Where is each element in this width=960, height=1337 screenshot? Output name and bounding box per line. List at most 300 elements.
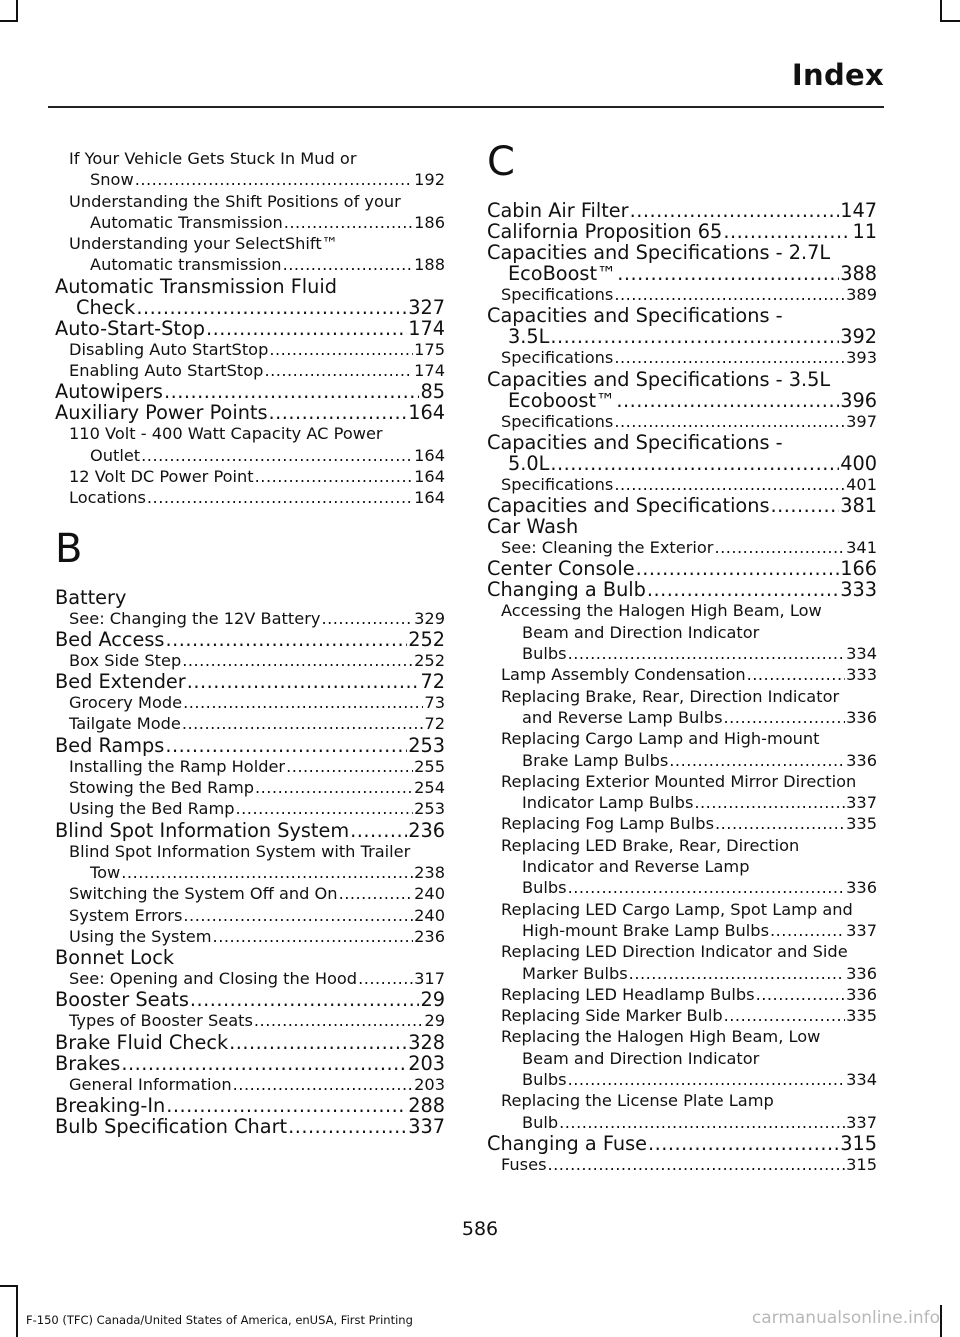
entry-text: Replacing the Halogen High Beam, Low <box>501 1027 821 1047</box>
page-ref[interactable]: 396 <box>840 388 877 412</box>
index-subentry[interactable] <box>55 148 445 191</box>
page-ref[interactable]: 327 <box>408 295 445 319</box>
entry-text: Bulb Specification Chart <box>55 1115 288 1139</box>
index-subentry[interactable] <box>487 664 877 685</box>
entry-text: Replacing LED Brake, Rear, Direction <box>501 835 800 855</box>
entry-text: See: Opening and Closing the Hood <box>69 969 358 989</box>
leader-dots <box>286 756 413 777</box>
index-entry[interactable] <box>487 305 877 347</box>
page-ref[interactable]: 254 <box>414 778 445 798</box>
page-ref[interactable]: 401 <box>846 474 877 494</box>
index-entry[interactable] <box>55 1053 445 1074</box>
entry-text: Auxiliary Power Points <box>55 401 268 425</box>
index-subentry[interactable] <box>487 771 877 814</box>
leader-dots <box>233 1074 413 1095</box>
crop-mark-top-right-h <box>940 20 960 22</box>
crop-mark-bottom-left <box>16 1285 18 1337</box>
index-subentry[interactable] <box>55 191 445 234</box>
entry-text: Disabling Auto StartStop <box>69 339 269 359</box>
leader-dots <box>284 212 413 233</box>
leader-dots <box>283 254 414 275</box>
leader-dots <box>715 813 845 834</box>
page-ref[interactable]: 192 <box>414 170 445 190</box>
index-subentry[interactable] <box>487 686 877 729</box>
page-ref[interactable]: 335 <box>846 814 877 834</box>
leader-dots <box>136 297 407 318</box>
leader-dots <box>770 920 845 941</box>
index-subentry[interactable] <box>487 347 877 368</box>
entry-text: Outlet <box>90 445 141 465</box>
entry-text: Switching the System Off and On <box>69 884 338 904</box>
page-ref[interactable]: 400 <box>840 451 877 475</box>
leader-dots <box>568 877 846 898</box>
leader-dots <box>165 629 407 650</box>
page-ref[interactable]: 329 <box>414 608 445 628</box>
entry-text: Indicator Lamp Bulbs <box>522 793 694 813</box>
page-ref[interactable]: 393 <box>846 348 877 368</box>
entry-text: Capacities and Specifications - <box>487 430 783 454</box>
entry-text: Indicator and Reverse Lamp <box>522 857 750 877</box>
leader-dots <box>771 495 840 516</box>
leader-dots <box>339 883 414 904</box>
index-subentry[interactable] <box>487 1154 877 1175</box>
page-ref[interactable]: 337 <box>846 793 877 813</box>
entry-text: Capacities and Specifications - 2.7L <box>487 241 831 264</box>
index-column-left <box>55 148 445 1137</box>
entry-text: Specifications <box>501 411 614 431</box>
page-ref[interactable]: 336 <box>846 878 877 898</box>
entry-text: Replacing Fog Lamp Bulbs <box>501 814 715 834</box>
page-ref[interactable]: 166 <box>840 557 877 581</box>
index-entry[interactable] <box>55 671 445 692</box>
entry-text: See: Cleaning the Exterior <box>501 538 714 558</box>
entry-text: Using the System <box>69 926 212 946</box>
index-subentry[interactable] <box>487 537 877 558</box>
leader-dots <box>288 1116 407 1137</box>
entry-text: Blind Spot Information System with Trailer <box>69 841 411 861</box>
leader-dots <box>121 862 413 883</box>
leader-dots <box>548 1154 846 1175</box>
page-ref[interactable]: 29 <box>420 988 445 1012</box>
index-entry[interactable] <box>487 221 877 242</box>
leader-dots <box>550 326 839 347</box>
page-ref[interactable]: 334 <box>846 1070 877 1090</box>
leader-dots <box>756 984 845 1005</box>
entry-text: Car Wash <box>487 515 579 539</box>
index-subentry[interactable] <box>55 608 445 629</box>
crop-mark-top-left <box>16 0 18 22</box>
leader-dots <box>213 926 414 947</box>
index-column-right <box>487 139 877 1175</box>
index-subentry[interactable] <box>55 883 445 904</box>
leader-dots <box>121 1053 407 1074</box>
index-entry[interactable] <box>55 318 445 339</box>
page-number: 586 <box>461 1218 499 1240</box>
index-entry[interactable] <box>55 735 445 756</box>
page-ref[interactable]: 164 <box>414 445 445 465</box>
leader-dots <box>614 347 845 368</box>
page-ref[interactable]: 341 <box>846 538 877 558</box>
entry-text: Replacing Cargo Lamp and High-mount <box>501 729 820 749</box>
page-ref[interactable]: 238 <box>414 862 445 882</box>
leader-dots <box>568 1069 846 1090</box>
leader-dots <box>183 692 423 713</box>
index-subentry[interactable] <box>487 941 877 984</box>
entry-text: Changing a Fuse <box>487 1131 648 1155</box>
leader-dots <box>350 820 407 841</box>
entry-text: Grocery Mode <box>69 693 183 713</box>
entry-text: Bulb <box>522 1112 559 1132</box>
page-ref[interactable]: 164 <box>414 466 445 486</box>
entry-text: Replacing Side Marker Bulb <box>501 1006 723 1026</box>
leader-dots <box>255 466 413 487</box>
index-entry[interactable] <box>55 629 445 650</box>
page-ref[interactable]: 240 <box>414 905 445 925</box>
page-ref[interactable]: 337 <box>408 1115 445 1139</box>
entry-text: Breaking-In <box>55 1094 166 1118</box>
entry-text: Marker Bulbs <box>522 963 628 983</box>
leader-dots <box>269 339 413 360</box>
entry-text: Check <box>76 295 136 319</box>
entry-text: High-mount Brake Lamp Bulbs <box>522 920 770 940</box>
index-subentry[interactable] <box>55 713 445 734</box>
entry-text: Replacing the License Plate Lamp <box>501 1091 774 1111</box>
index-entry <box>55 947 445 968</box>
entry-text: Specifications <box>501 474 614 494</box>
leader-dots <box>724 1005 845 1026</box>
entry-text: Enabling Auto StartStop <box>69 361 264 381</box>
entry-text: 5.0L <box>508 451 550 475</box>
entry-text: Locations <box>69 488 146 508</box>
index-subentry[interactable] <box>487 835 877 899</box>
index-subentry[interactable] <box>55 1074 445 1095</box>
entry-text: See: Changing the 12V Battery <box>69 608 321 628</box>
entry-text: Autowipers <box>55 380 163 404</box>
entry-text: Center Console <box>487 557 635 581</box>
page-ref[interactable]: 397 <box>846 411 877 431</box>
page-ref[interactable]: 175 <box>414 339 445 359</box>
leader-dots <box>182 713 424 734</box>
entry-text: Booster Seats <box>55 988 189 1012</box>
entry-text: Snow <box>90 170 134 190</box>
leader-dots <box>694 792 845 813</box>
entry-text: Ecoboost™ <box>508 388 616 412</box>
entry-text: 12 Volt DC Power Point <box>69 466 254 486</box>
index-subentry[interactable] <box>487 1090 877 1133</box>
leader-dots <box>559 1112 845 1133</box>
leader-dots <box>165 735 407 756</box>
page-ref[interactable]: 253 <box>414 799 445 819</box>
footer-edition: F-150 (TFC) Canada/United States of America, enUSA, First Printing <box>26 1313 413 1327</box>
index-entry[interactable] <box>55 1032 445 1053</box>
entry-text: Replacing LED Headlamp Bulbs <box>501 984 755 1004</box>
page-ref[interactable]: 252 <box>408 627 445 651</box>
entry-text: Beam and Direction Indicator <box>522 1048 760 1068</box>
page-ref[interactable]: 236 <box>414 926 445 946</box>
entry-text: Brakes <box>55 1051 121 1075</box>
entry-text: Lamp Assembly Condensation <box>501 665 746 685</box>
page-ref[interactable]: 188 <box>414 255 445 275</box>
page-ref[interactable]: 253 <box>408 733 445 757</box>
index-subentry[interactable] <box>55 1010 445 1031</box>
leader-dots <box>255 777 413 798</box>
entry-text: Bed Extender <box>55 670 186 694</box>
entry-text: Stowing the Bed Ramp <box>69 778 254 798</box>
leader-dots <box>135 169 413 190</box>
index-entry[interactable] <box>487 558 877 579</box>
page-ref[interactable]: 336 <box>846 984 877 1004</box>
entry-text: Automatic Transmission Fluid <box>55 274 337 298</box>
page-ref[interactable]: 335 <box>846 1006 877 1026</box>
leader-dots <box>630 200 840 221</box>
entry-text: 3.5L <box>508 325 550 349</box>
leader-dots <box>264 360 413 381</box>
index-subentry[interactable] <box>487 899 877 942</box>
index-entry[interactable] <box>55 1095 445 1116</box>
entry-text: Box Side Step <box>69 650 182 670</box>
index-entry[interactable] <box>487 369 877 411</box>
entry-text: System Errors <box>69 905 183 925</box>
entry-text: Bulbs <box>522 1070 567 1090</box>
page-ref[interactable]: 236 <box>408 818 445 842</box>
page-ref[interactable]: 337 <box>846 1112 877 1132</box>
page-ref[interactable]: 328 <box>408 1030 445 1054</box>
entry-text: Automatic transmission <box>90 255 282 275</box>
entry-text: Tow <box>90 862 121 882</box>
entry-text: Using the Bed Ramp <box>69 799 235 819</box>
index-subentry[interactable] <box>487 411 877 432</box>
entry-text: Bulbs <box>522 644 567 664</box>
index-entry[interactable] <box>487 200 877 221</box>
page-ref[interactable]: 240 <box>414 884 445 904</box>
page-ref[interactable]: 315 <box>846 1154 877 1174</box>
leader-dots <box>648 1133 839 1154</box>
leader-dots <box>206 318 407 339</box>
header-rule <box>48 106 884 108</box>
index-subentry[interactable] <box>55 339 445 360</box>
index-entry[interactable] <box>55 402 445 423</box>
entry-text: Capacities and Specifications - <box>487 304 783 328</box>
leader-dots <box>190 989 420 1010</box>
page-ref[interactable]: 336 <box>846 707 877 727</box>
leader-dots <box>166 1095 407 1116</box>
entry-text: Understanding the Shift Positions of your <box>69 191 401 211</box>
leader-dots <box>182 650 413 671</box>
entry-text: Installing the Ramp Holder <box>69 756 286 776</box>
index-entry[interactable] <box>487 432 877 474</box>
leader-dots <box>647 579 839 600</box>
index-subentry[interactable] <box>55 650 445 671</box>
page-ref[interactable]: 72 <box>424 714 445 734</box>
entry-text: Replacing LED Direction Indicator and Side <box>501 942 848 962</box>
entry-text: Beam and Direction Indicator <box>522 622 760 642</box>
page-ref[interactable]: 147 <box>840 199 877 222</box>
leader-dots <box>714 537 845 558</box>
entry-text: Tailgate Mode <box>69 714 181 734</box>
leader-dots <box>164 381 419 402</box>
leader-dots <box>147 487 413 508</box>
page-ref[interactable]: 334 <box>846 644 877 664</box>
page-ref[interactable]: 252 <box>414 650 445 670</box>
entry-text: EcoBoost™ <box>508 262 617 285</box>
index-subentry[interactable] <box>55 692 445 713</box>
index-entry[interactable] <box>55 820 445 841</box>
index-subentry[interactable] <box>55 487 445 508</box>
entry-text: Specifications <box>501 348 614 368</box>
leader-dots <box>236 798 414 819</box>
entry-text: If Your Vehicle Gets Stuck In Mud or <box>69 149 357 168</box>
page-ref[interactable]: 333 <box>840 578 877 602</box>
entry-text: Fuses <box>501 1154 547 1174</box>
entry-text: Bonnet Lock <box>55 946 174 970</box>
leader-dots <box>616 390 839 411</box>
index-entry[interactable] <box>55 381 445 402</box>
entry-text: Auto-Start-Stop <box>55 316 205 340</box>
entry-text: Capacities and Specifications - 3.5L <box>487 367 831 391</box>
crop-mark-top-left-h <box>0 20 18 22</box>
index-subentry[interactable] <box>487 813 877 834</box>
leader-dots <box>747 664 845 685</box>
index-subentry[interactable] <box>487 1005 877 1026</box>
entry-text: General Information <box>69 1074 232 1094</box>
page-ref[interactable]: 85 <box>420 380 445 404</box>
entry-text: Cabin Air Filter <box>487 199 629 222</box>
index-subentry[interactable] <box>487 1026 877 1090</box>
index-entry[interactable] <box>487 579 877 600</box>
index-subentry[interactable] <box>55 905 445 926</box>
index-subentry[interactable] <box>55 466 445 487</box>
entry-text: Replacing Brake, Rear, Direction Indicator <box>501 686 840 706</box>
page-ref[interactable]: 164 <box>414 488 445 508</box>
leader-dots <box>187 671 420 692</box>
entry-text: Replacing LED Cargo Lamp, Spot Lamp and <box>501 899 853 919</box>
leader-dots <box>141 445 413 466</box>
page-ref[interactable]: 315 <box>840 1131 877 1155</box>
entry-text: Blind Spot Information System <box>55 818 350 842</box>
page-ref[interactable]: 255 <box>414 756 445 776</box>
entry-text: Brake Fluid Check <box>55 1030 229 1054</box>
crop-mark-bottom-right <box>940 1305 942 1337</box>
leader-dots <box>229 1032 407 1053</box>
page-ref[interactable]: 336 <box>846 963 877 983</box>
leader-dots <box>614 284 845 305</box>
index-entry[interactable] <box>55 1116 445 1137</box>
leader-dots <box>723 221 851 242</box>
index-subentry[interactable] <box>55 798 445 819</box>
leader-dots <box>183 905 413 926</box>
entry-text: Bed Ramps <box>55 733 165 757</box>
leader-dots <box>617 263 839 284</box>
page-ref[interactable]: 186 <box>414 212 445 232</box>
index-entry[interactable] <box>487 495 877 516</box>
page-ref[interactable]: 333 <box>846 665 877 685</box>
entry-text: and Reverse Lamp Bulbs <box>522 707 723 727</box>
page-ref[interactable]: 392 <box>840 325 877 349</box>
entry-text: Accessing the Halogen High Beam, Low <box>501 601 822 621</box>
page-ref[interactable]: 317 <box>414 969 445 989</box>
index-subentry[interactable] <box>55 841 445 884</box>
index-subentry[interactable] <box>55 926 445 947</box>
index-subentry[interactable] <box>487 474 877 495</box>
index-subentry[interactable] <box>487 984 877 1005</box>
index-entry[interactable] <box>487 1133 877 1154</box>
index-subentry[interactable] <box>55 756 445 777</box>
page-ref[interactable]: 174 <box>408 316 445 340</box>
page-ref[interactable]: 29 <box>424 1011 445 1031</box>
section-letter: C <box>487 139 515 185</box>
leader-dots <box>614 411 845 432</box>
leader-dots <box>358 968 413 989</box>
page-ref[interactable]: 381 <box>840 494 877 518</box>
page-header <box>55 58 884 92</box>
page-title: Index <box>791 58 884 92</box>
entry-text: Battery <box>55 585 127 609</box>
page-ref[interactable]: 11 <box>852 220 877 243</box>
entry-text: Types of Booster Seats <box>69 1011 253 1031</box>
index-subentry[interactable] <box>487 284 877 305</box>
entry-text: Automatic Transmission <box>90 212 283 232</box>
page-ref[interactable]: 336 <box>846 750 877 770</box>
leader-dots <box>629 963 845 984</box>
page-ref[interactable]: 203 <box>408 1051 445 1075</box>
index-subentry[interactable] <box>55 360 445 381</box>
page-ref[interactable]: 174 <box>414 361 445 381</box>
entry-text: Capacities and Specifications <box>487 494 770 518</box>
page-ref[interactable]: 164 <box>408 401 445 425</box>
entry-text: Specifications <box>501 285 614 304</box>
index-entry <box>55 587 445 608</box>
footer-watermark: carmanualsonline.info <box>751 1308 940 1328</box>
leader-dots <box>724 707 846 728</box>
index-subentry[interactable] <box>55 423 445 466</box>
leader-dots <box>614 474 845 495</box>
index-entry[interactable] <box>55 989 445 1010</box>
entry-text: Brake Lamp Bulbs <box>522 750 669 770</box>
page-ref[interactable]: 388 <box>840 262 877 285</box>
leader-dots <box>550 453 839 474</box>
page-ref[interactable]: 72 <box>420 670 445 694</box>
index-subentry[interactable] <box>55 233 445 276</box>
index-subentry[interactable] <box>55 968 445 989</box>
index-entry[interactable] <box>55 276 445 318</box>
crop-mark-top-right <box>940 0 942 22</box>
entry-text: 110 Volt - 400 Watt Capacity AC Power <box>69 424 383 444</box>
page-ref[interactable]: 389 <box>846 285 877 304</box>
leader-dots <box>269 402 408 423</box>
entry-text: Replacing Exterior Mounted Mirror Direction <box>501 771 857 791</box>
page-ref[interactable]: 288 <box>408 1094 445 1118</box>
leader-dots <box>636 558 840 579</box>
index-entry[interactable] <box>487 242 877 284</box>
index-subentry[interactable] <box>487 728 877 771</box>
index-entry <box>487 516 877 537</box>
entry-text: California Proposition 65 <box>487 220 723 243</box>
leader-dots <box>321 608 413 629</box>
leader-dots <box>254 1010 423 1031</box>
entry-text: Understanding your SelectShift™ <box>69 234 338 254</box>
leader-dots <box>669 750 845 771</box>
page-ref[interactable]: 337 <box>846 920 877 940</box>
index-subentry[interactable] <box>55 777 445 798</box>
entry-text: Bulbs <box>522 878 567 898</box>
section-letter: B <box>55 525 83 572</box>
leader-dots <box>568 643 846 664</box>
entry-text: Bed Access <box>55 627 165 651</box>
entry-text: Changing a Bulb <box>487 578 646 602</box>
page-ref[interactable]: 203 <box>414 1074 445 1094</box>
page-ref[interactable]: 73 <box>424 693 445 713</box>
index-subentry[interactable] <box>487 600 877 664</box>
